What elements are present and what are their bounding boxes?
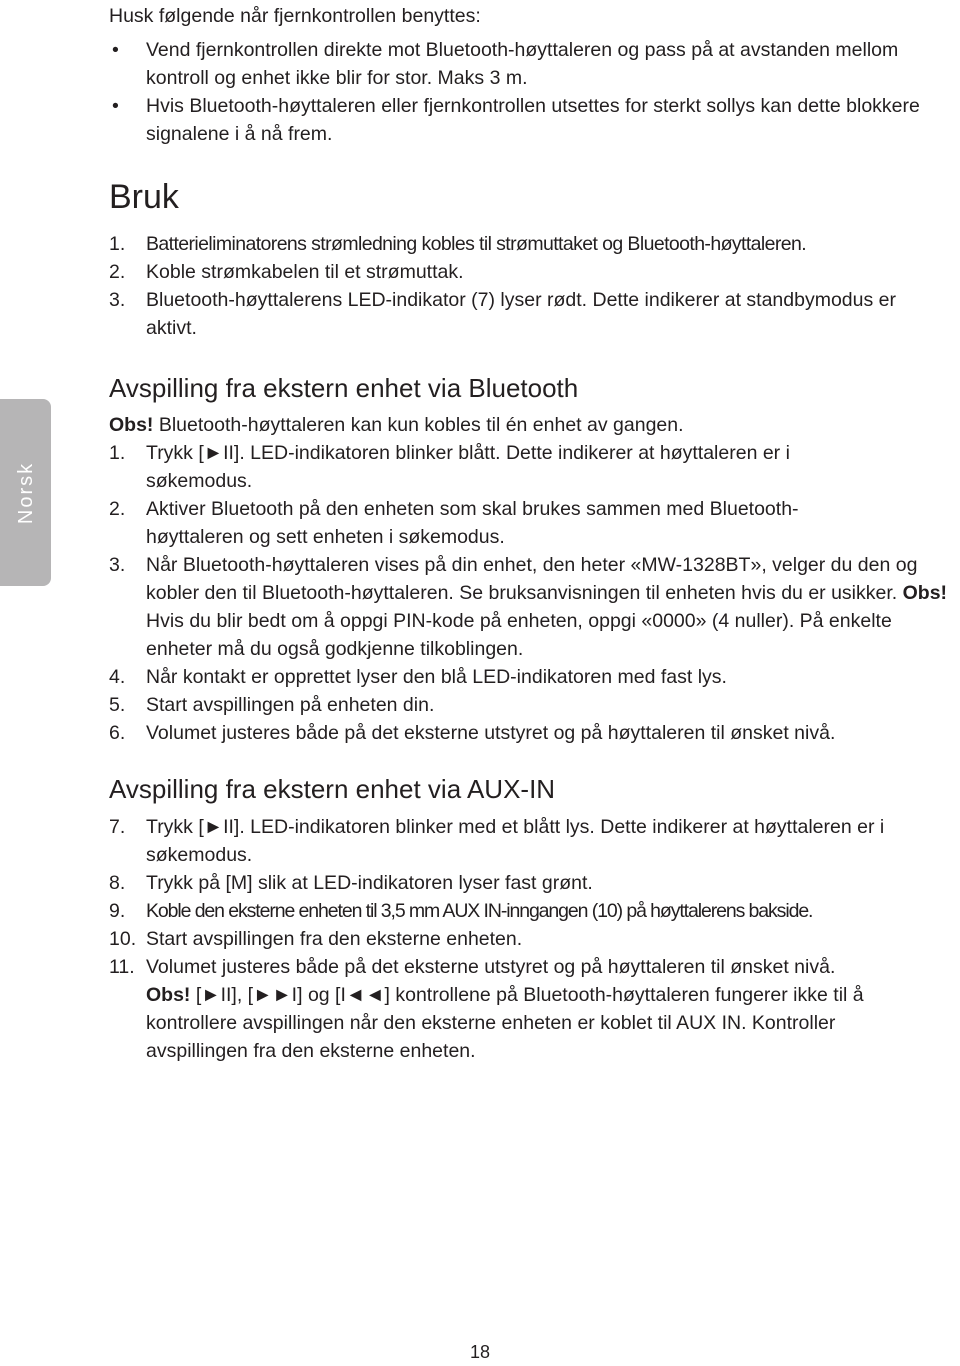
list-item: 3. Bluetooth-høyttalerens LED-indikator (7) lyser rødt. Dette indikerer at standbymodus er aktivt. [109, 289, 896, 339]
list-item: 3. Når Bluetooth-høyttaleren vises på din enhet, den heter «MW-1328BT», velger du den og kobler den til Bluetooth-høyttaleren. Se bruksanvisningen til enheten hvis du er usikker. Obs! Hvis du blir bedt om å oppgi PIN-kode på enheten, oppgi «0000» (4 nuller). På enkelte enheter må du også godkjenne tilkoblingen. [109, 554, 948, 660]
previous-track-icon: I◄◄ [340, 984, 385, 1006]
list-item: 8. Trykk på [M] slik at LED-indikatoren lyser fast grønt. [109, 872, 593, 894]
intro-section [109, 2, 949, 148]
obs-note: Obs! Bluetooth-høyttaleren kan kun kobles til én enhet av gangen. [109, 414, 684, 436]
list-item: 10. Start avspillingen fra den eksterne enheten. [109, 928, 523, 950]
play-pause-icon: ►II [203, 442, 234, 464]
bluetooth-steps [109, 411, 949, 747]
intro-bullet: • Vend fjernkontrollen direkte mot Bluetooth-høyttaleren og pass på at avstanden mellom kontroll og enhet ikke blir for stor. Maks 3 m. [109, 36, 949, 92]
play-pause-icon: ►II [201, 984, 232, 1006]
list-item: 2. Aktiver Bluetooth på den enheten som skal brukes sammen med Bluetooth-høyttaleren og sett enheten i søkemodus. [109, 498, 799, 548]
language-tab-label: Norsk [14, 461, 37, 524]
list-item: 1. Batterieliminatorens strømledning kobles til strømuttaket og Bluetooth-høyttaleren. [109, 233, 807, 255]
intro-heading: Husk følgende når fjernkontrollen benyttes: [109, 5, 481, 27]
intro-bullet: • Hvis Bluetooth-høyttaleren eller fjernkontrollen utsettes for sterkt sollys kan dette blokkere signalene i å nå frem. [109, 92, 949, 148]
bluetooth-title: Avspilling fra ekstern enhet via Bluetooth [109, 373, 579, 403]
play-pause-icon: ►II [203, 816, 234, 838]
list-item: 1. Trykk [►II]. LED-indikatoren blinker blått. Dette indikerer at høyttaleren er i søkemodus. [109, 439, 949, 495]
next-track-icon: ►►I [253, 984, 298, 1006]
aux-title: Avspilling fra ekstern enhet via AUX-IN [109, 774, 556, 804]
page-number: 18 [469, 1342, 491, 1362]
obs-note: Obs! [►II], [►►I] og [I◄◄] kontrollene på Bluetooth-høyttaleren fungerer ikke til å kontrollere avspillingen når den eksterne enheten er koblet til AUX IN. Kontroller avspillingen fra den eksterne enheten. [109, 981, 949, 1065]
list-item: 2. Koble strømkabelen til et strømuttak. [109, 261, 464, 283]
list-item: 11. Volumet justeres både på det eksterne utstyret og på høyttaleren til ønsket nivå. [109, 956, 836, 978]
list-item: 7. Trykk [►II]. LED-indikatoren blinker med et blått lys. Dette indikerer at høyttaleren er i søkemodus. [109, 813, 949, 869]
bruk-title: Bruk [109, 178, 179, 216]
list-item: 6. Volumet justeres både på det eksterne utstyret og på høyttaleren til ønsket nivå. [109, 722, 836, 744]
list-item: 4. Når kontakt er opprettet lyser den blå LED-indikatoren med fast lys. [109, 666, 727, 688]
bruk-steps [109, 230, 949, 342]
list-item: 9. Koble den eksterne enheten til 3,5 mm AUX IN-inngangen (10) på høyttalerens bakside. [109, 900, 813, 922]
list-item: 5. Start avspillingen på enheten din. [109, 694, 435, 716]
aux-steps [109, 813, 949, 1065]
language-tab [0, 399, 51, 586]
